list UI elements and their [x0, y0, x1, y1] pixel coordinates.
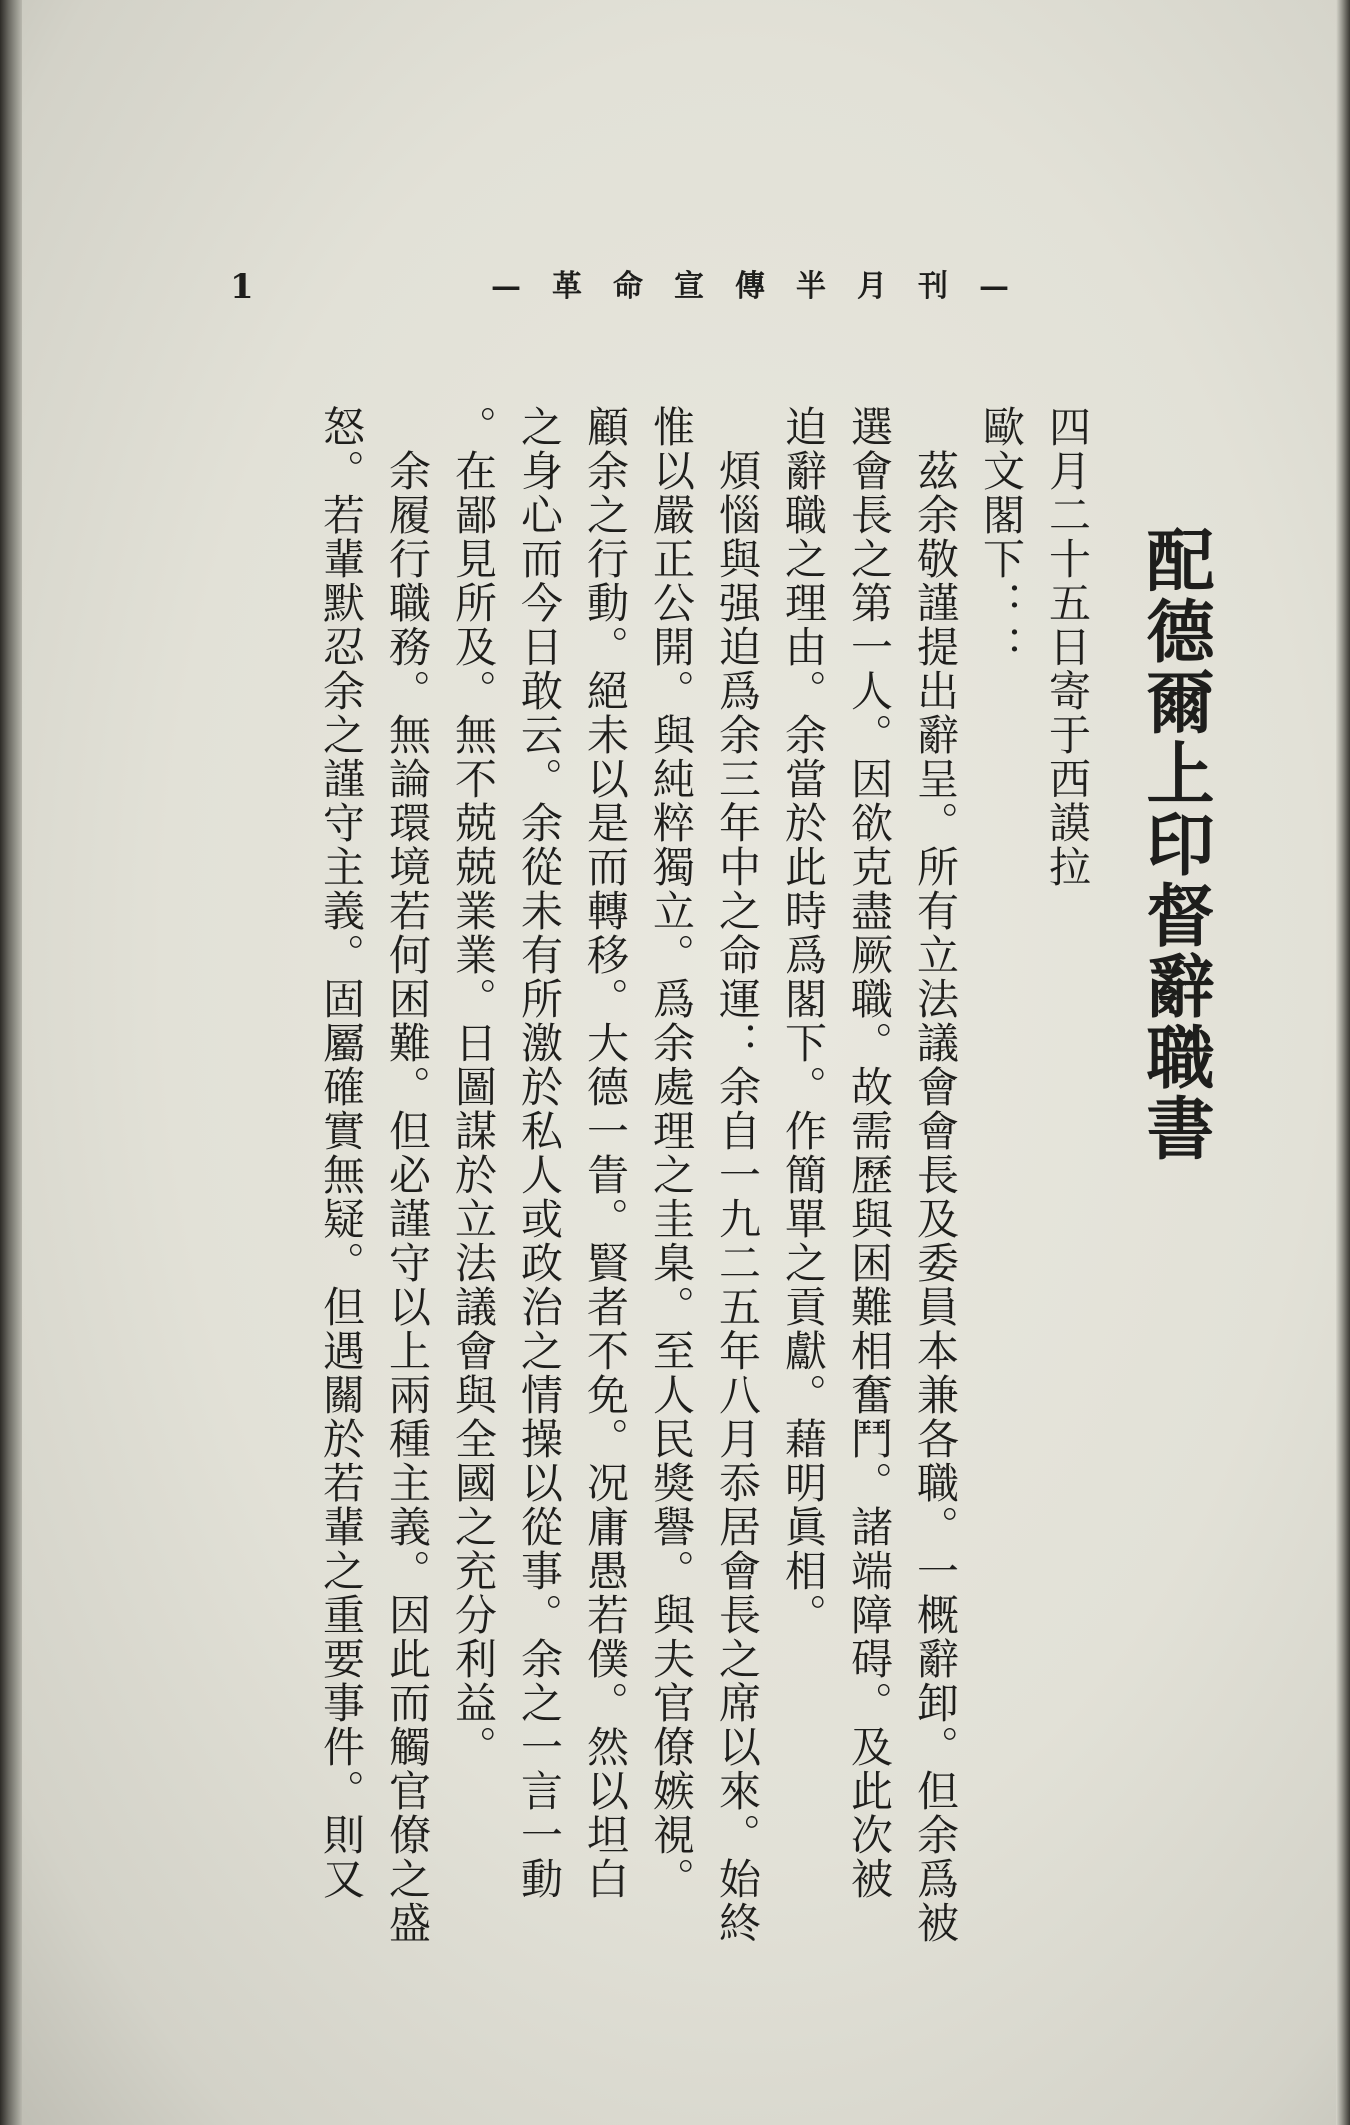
article-title: 配德爾上印督辭職書: [1135, 525, 1215, 1164]
text-line: 怒。若輩默忍余之謹守主義。固屬確實無疑。但遇關於若輩之重要事件。則又: [317, 405, 366, 1901]
running-header: [220, 262, 1040, 312]
text-line: 。在鄙見所及。無不兢兢業業。日圖謀於立法議會與全國之充分利益。: [449, 405, 498, 1769]
text-line: 顧余之行動。絕未以是而轉移。大德一眚。賢者不免。况庸愚若僕。然以坦白: [581, 405, 630, 1901]
text-line: 迫辭職之理由。余當於此時爲閣下。作簡單之貢獻。藉明眞相。: [779, 405, 828, 1637]
text-line: 茲余敬謹提出辭呈。所有立法議會會長及委員本兼各職。一概辭卸。但余爲被: [911, 405, 960, 1945]
text-line: 余履行職務。無論環境若何困難。但必謹守以上兩種主義。因此而觸官僚之盛: [383, 405, 432, 1945]
journal-name: —革命宣傳半月刊—: [491, 269, 1040, 304]
text-line: 惟以嚴正公開。與純粹獨立。爲余處理之圭臬。至人民獎譽。與夫官僚嫉視。: [647, 405, 696, 1901]
page-number: 1: [230, 267, 254, 307]
salutation-line: 歐文閣下：：: [977, 405, 1026, 669]
date-line: 四月二十五日寄于西謨拉: [1043, 405, 1092, 889]
text-line: 煩惱與强迫爲余三年中之命運：余自一九二五年八月忝居會長之席以來。始終: [713, 405, 762, 1945]
text-line: 之身心而今日敢云。余從未有所激於私人或政治之情操以從事。余之一言一動: [515, 405, 564, 1901]
article-body: [308, 405, 1100, 2005]
text-line: 選會長之第一人。因欲克盡厥職。故需歷與困難相奮鬥。諸端障碍。及此次被: [845, 405, 894, 1901]
page-binding-edge: [0, 0, 22, 2125]
page-outer-edge: [1336, 0, 1350, 2125]
